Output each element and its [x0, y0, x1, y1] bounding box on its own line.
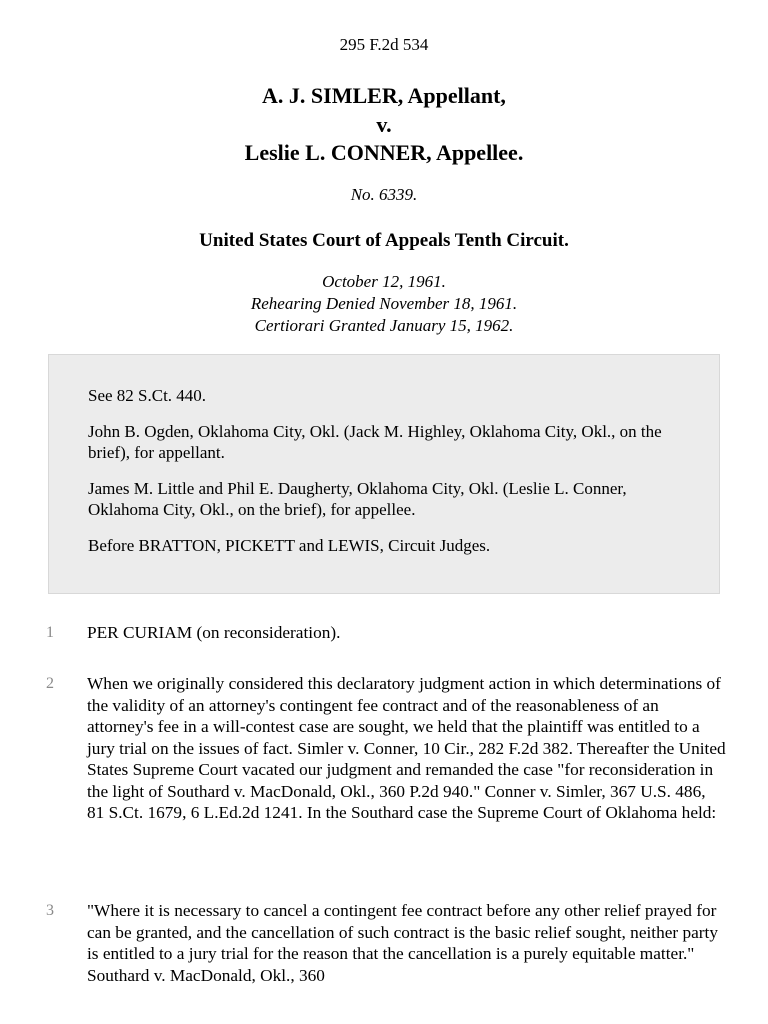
panel-judges: Before BRATTON, PICKETT and LEWIS, Circuit Judges.: [88, 535, 491, 555]
paragraph-text: "Where it is necessary to cancel a contingent fee contract before any other relief prayed for can be granted, and the cancellation of such contract is the basic relief sought, neither party is entitled to a jury trial for the reason that the cancellation is a purely equitable matter." Southard v. MacDonald, Okl., 360: [87, 901, 718, 985]
paragraph-text: PER CURIAM (on reconsideration).: [87, 623, 341, 642]
court-name: United States Court of Appeals Tenth Circuit.: [199, 230, 569, 251]
paragraph-number: 1: [46, 624, 54, 641]
paragraph-text: When we originally considered this declaratory judgment action in which determinations of the validity of an attorney's contingent fee contract and of the reasonableness of an attorney's fee in a will-contest case are sought, we held that the plaintiff was entitled to a jury trial on the issues of fact. Simler v. Conner, 10 Cir., 282 F.2d 382. Thereafter the United States Supreme Court vacated our judgment and remanded the case "for reconsideration in the light of Southard v. MacDonald, Okl., 360 P.2d 940." Conner v. Simler, 367 U.S. 486, 81 S.Ct. 1679, 6 L.Ed.2d 1241. In the Southard case the Supreme Court of Oklahoma held:: [87, 674, 726, 822]
certiorari-date: Certiorari Granted January 15, 1962.: [254, 316, 514, 335]
paragraph-number: 3: [46, 902, 54, 919]
rehearing-date: Rehearing Denied November 18, 1961.: [250, 294, 518, 313]
appellant-counsel: John B. Ogden, Oklahoma City, Okl. (Jack M. Highley, Oklahoma City, Okl., on the brief), for appellant.: [88, 421, 662, 462]
see-also-note: See 82 S.Ct. 440.: [88, 386, 207, 405]
decision-dates: [0, 271, 768, 337]
docket-number: No. 6339.: [350, 185, 418, 204]
appellee-name: Leslie L. CONNER, Appellee.: [244, 140, 524, 165]
appellee-counsel: James M. Little and Phil E. Daugherty, Oklahoma City, Okl. (Leslie L. Conner, Oklahoma City, Okl., on the brief), for appellee.: [88, 478, 627, 519]
case-citation: 295 F.2d 534: [339, 35, 429, 54]
versus-label: v.: [376, 111, 392, 137]
paragraph-number: 2: [46, 675, 54, 692]
decision-date: October 12, 1961.: [322, 272, 446, 291]
case-summary-box: [48, 354, 720, 594]
appellant-name: A. J. SIMLER, Appellant,: [262, 83, 506, 108]
case-caption: [0, 82, 768, 168]
